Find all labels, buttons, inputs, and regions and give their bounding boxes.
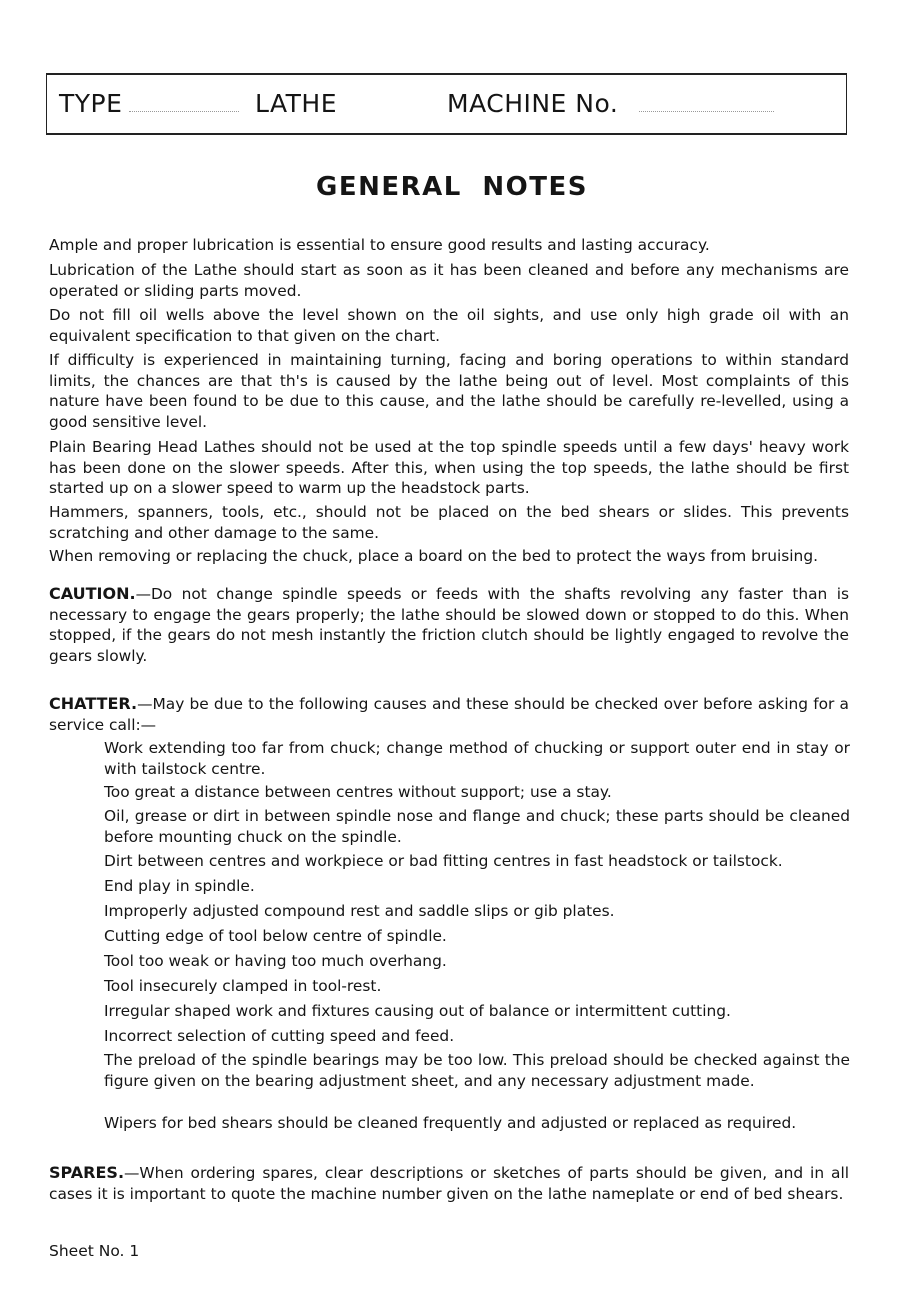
chatter-item: Cutting edge of tool below centre of spindle. xyxy=(104,927,447,945)
chatter-item: Oil, grease or dirt in between spindle nose and flange and chuck; these parts should be cleaned before mounting chuck on the spindle. xyxy=(104,807,850,846)
chatter-item: The preload of the spindle bearings may be too low. This preload should be checked against the figure given on the bearing adjustment sheet, and any necessary adjustment made. xyxy=(104,1051,850,1090)
note-paragraph: Do not fill oil wells above the level shown on the oil sights, and use only high grade oil with an equivalent specification to that given on the chart. xyxy=(49,306,849,345)
chatter-item: Wipers for bed shears should be cleaned frequently and adjusted or replaced as required. xyxy=(104,1114,797,1132)
note-paragraph: Ample and proper lubrication is essential to ensure good results and lasting accuracy. xyxy=(49,236,710,254)
chatter-item: Incorrect selection of cutting speed and feed. xyxy=(104,1027,455,1045)
chatter-item: Improperly adjusted compound rest and saddle slips or gib plates. xyxy=(104,902,615,920)
chatter-heading: CHATTER. xyxy=(49,694,138,713)
spares-paragraph xyxy=(49,1163,849,1204)
type-dotted-line xyxy=(129,111,239,112)
sheet-number: Sheet No. 1 xyxy=(49,1242,140,1260)
machine-number-label: MACHINE No. xyxy=(447,89,619,118)
page-title: GENERAL NOTES xyxy=(316,172,588,202)
note-paragraph: If difficulty is experienced in maintaining turning, facing and boring operations to within standard limits, the chances are that th's is caused by the lathe being out of level. Most complaints of this nature have been found to be due to this cause, and the lathe should be carefully re-levelled, using a good sensitive level. xyxy=(49,351,849,431)
caution-paragraph xyxy=(49,584,849,666)
caution-text: —Do not change spindle speeds or feeds with the shafts revolving any faster than is necessary to engage the gears properly; the lathe should be slowed down or stopped to do this. When stopped, if the gears do not mesh instantly the friction clutch should be lightly engaged to revolve the gears slowly. xyxy=(49,585,849,665)
caution-heading: CAUTION. xyxy=(49,584,136,603)
chatter-item: Dirt between centres and workpiece or bad fitting centres in fast headstock or tailstock. xyxy=(104,852,783,870)
type-value: LATHE xyxy=(255,89,338,118)
chatter-item: Work extending too far from chuck; change method of chucking or support outer end in stay or with tailstock centre. xyxy=(104,739,850,778)
chatter-item: End play in spindle. xyxy=(104,877,255,895)
note-paragraph: Lubrication of the Lathe should start as soon as it has been cleaned and before any mechanisms are operated or sliding parts moved. xyxy=(49,261,849,300)
note-paragraph: Plain Bearing Head Lathes should not be used at the top spindle speeds until a few days' heavy work has been done on the slower speeds. After this, when using the top speeds, the lathe should be first started up on a slower speed to warm up the headstock parts. xyxy=(49,438,849,497)
header-box xyxy=(46,73,847,135)
chatter-item: Too great a distance between centres without support; use a stay. xyxy=(104,783,612,801)
spares-text: —When ordering spares, clear descriptions or sketches of parts should be given, and in all cases it is important to quote the machine number given on the lathe nameplate or end of bed shears. xyxy=(49,1164,849,1203)
chatter-text: —May be due to the following causes and these should be checked over before asking for a service call:— xyxy=(49,695,849,734)
spares-heading: SPARES. xyxy=(49,1163,125,1182)
chatter-item: Tool too weak or having too much overhang. xyxy=(104,952,447,970)
type-label: TYPE xyxy=(59,89,123,118)
chatter-item: Tool insecurely clamped in tool-rest. xyxy=(104,977,382,995)
note-paragraph: When removing or replacing the chuck, place a board on the bed to protect the ways from bruising. xyxy=(49,547,818,565)
machine-number-dotted-line xyxy=(639,111,774,112)
chatter-paragraph xyxy=(49,694,849,735)
chatter-item: Irregular shaped work and fixtures causing out of balance or intermittent cutting. xyxy=(104,1002,731,1020)
note-paragraph: Hammers, spanners, tools, etc., should not be placed on the bed shears or slides. This prevents scratching and other damage to the same. xyxy=(49,503,849,542)
